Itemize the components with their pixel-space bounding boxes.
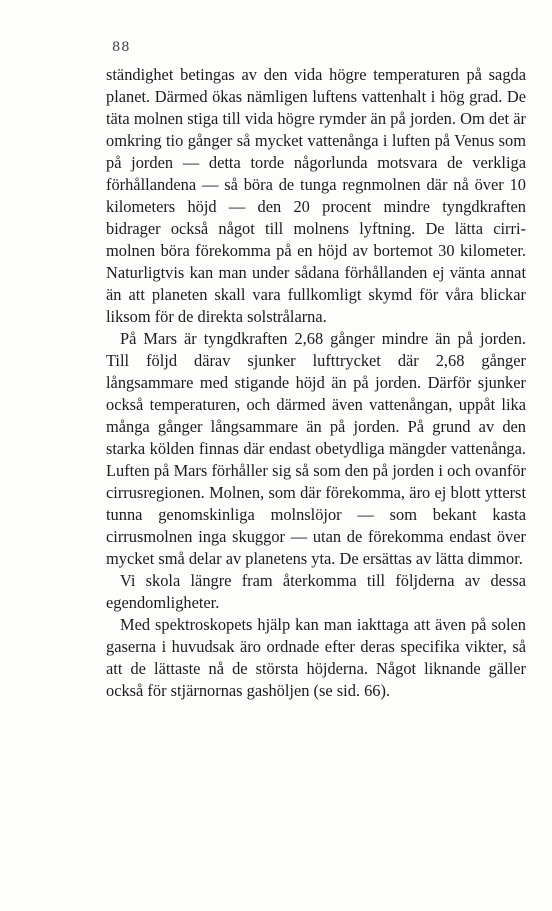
paragraph-mars-atmosphere: På Mars är tyngdkraften 2,68 gånger mindre än på jorden. Till följd därav sjunker lufttrycket där 2,68 gånger långsammare med stigande höjd än på jorden. Därför sjunker också temperaturen, och därmed även vattenångan, uppåt lika många gånger långsammare än på jorden. På grund av den starka kölden finnas där endast obetydliga mängder vattenånga. Luften på Mars förhåller sig så som den på jorden i och ovanför cirrusregionen. Molnen, som där förekomma, äro ej blott ytterst tunna genomskinliga molnslöjor — som bekant kasta cirrusmolnen inga skuggor — utan de förekomma endast över mycket små delar av planetens yta. De ersättas av lätta dimmor. bbox=[106, 329, 526, 568]
paragraph-return-later: Vi skola längre fram återkomma till följderna av dessa egendomligheter. bbox=[106, 571, 526, 612]
paragraph-venus-clouds: ständighet betingas av den vida högre temperaturen på sagda planet. Därmed ökas nämligen luftens vattenhalt i hög grad. De täta molnen stiga till vida högre rymder än på jorden. Om det är omkring tio gånger så mycket vattenånga i luften på Venus som på jorden — detta torde någorlunda motsvara de verkliga förhållandena — så böra de tunga regnmolnen där nå över 10 kilometers höjd — den 20 procent mindre tyngdkraften bidrager också något till molnens lyftning. De lätta cirri-molnen böra förekomma på en höjd av bortemot 30 kilometer. Naturligtvis kan man under sådana förhållanden ej vänta annat än att planeten skall vara fullkomligt skymd för våra blickar liksom för de direkta solstrålarna. bbox=[106, 65, 526, 326]
body-text bbox=[106, 64, 526, 702]
paragraph-spectroscope: Med spektroskopets hjälp kan man iakttaga att även på solen gaserna i huvudsak äro ordnade efter deras specifika vikter, så att de lättaste nå de största höjderna. Något liknande gäller också för stjärnornas gashöljen (se sid. 66). bbox=[106, 615, 526, 700]
page-number: 88 bbox=[112, 40, 131, 55]
